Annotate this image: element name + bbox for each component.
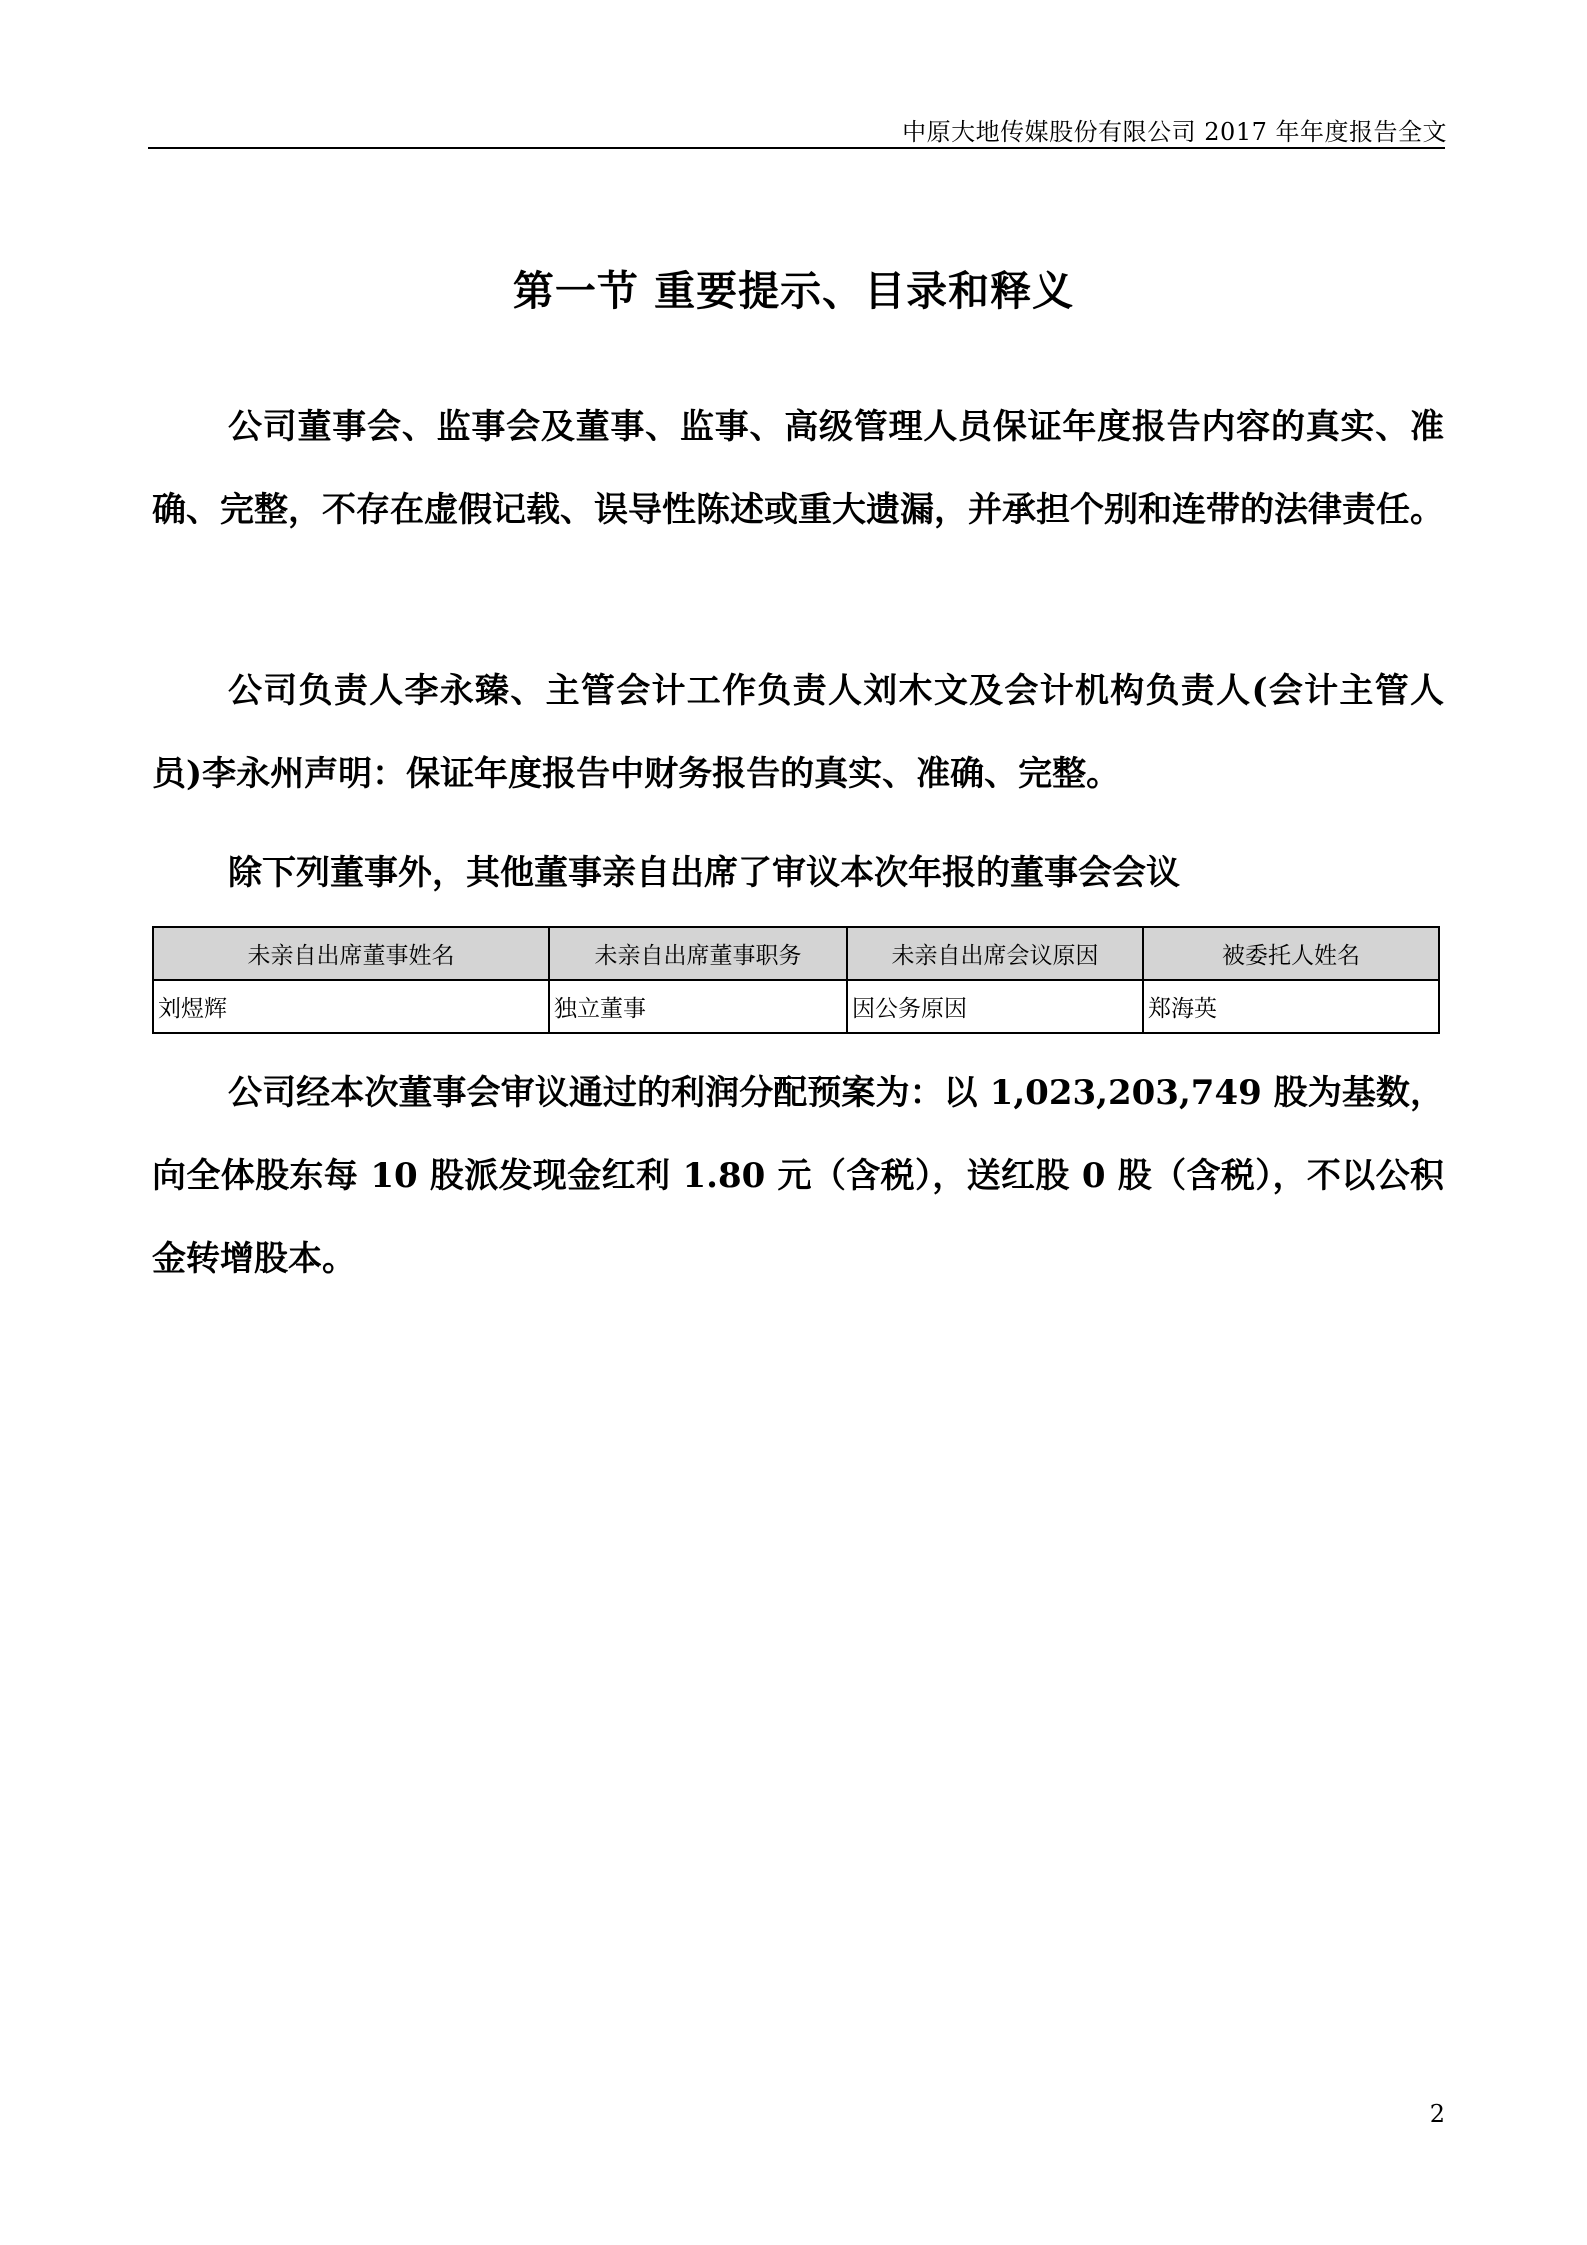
cell-absence-reason: 因公务原因: [847, 980, 1143, 1033]
page-number: 2: [1429, 2100, 1445, 2128]
profit-distribution-paragraph: 公司经本次董事会审议通过的利润分配预案为：以 1,023,203,749 股为基数，向全体股东每 10 股派发现金红利 1.80 元（含税），送红股 0 股（含税），不以公积金转增股本。: [152, 1073, 1444, 1279]
column-header-director-name: 未亲自出席董事姓名: [153, 927, 549, 980]
section-title: 第一节 重要提示、目录和释义: [512, 267, 1075, 315]
cell-proxy-name: 郑海英: [1143, 980, 1439, 1033]
table-row: [153, 980, 1439, 1033]
column-header-proxy-name: 被委托人姓名: [1143, 927, 1439, 980]
board-guarantee-paragraph: 公司董事会、监事会及董事、监事、高级管理人员保证年度报告内容的真实、准确、完整，不存在虚假记载、误导性陈述或重大遗漏，并承担个别和连带的法律责任。: [152, 407, 1444, 530]
accounting-statement-paragraph: 公司负责人李永臻、主管会计工作负责人刘木文及会计机构负责人(会计主管人员)李永州声明：保证年度报告中财务报告的真实、准确、完整。: [152, 671, 1444, 794]
header-divider: [148, 147, 1445, 149]
table-header-row: [153, 927, 1439, 980]
absent-directors-intro: 除下列董事外，其他董事亲自出席了审议本次年报的董事会会议: [228, 853, 1180, 893]
absent-directors-table: [152, 926, 1440, 1034]
cell-director-name: 刘煜辉: [153, 980, 549, 1033]
column-header-director-position: 未亲自出席董事职务: [549, 927, 847, 980]
column-header-absence-reason: 未亲自出席会议原因: [847, 927, 1143, 980]
cell-director-position: 独立董事: [549, 980, 847, 1033]
report-header-title: 中原大地传媒股份有限公司 2017 年年度报告全文: [902, 118, 1447, 146]
